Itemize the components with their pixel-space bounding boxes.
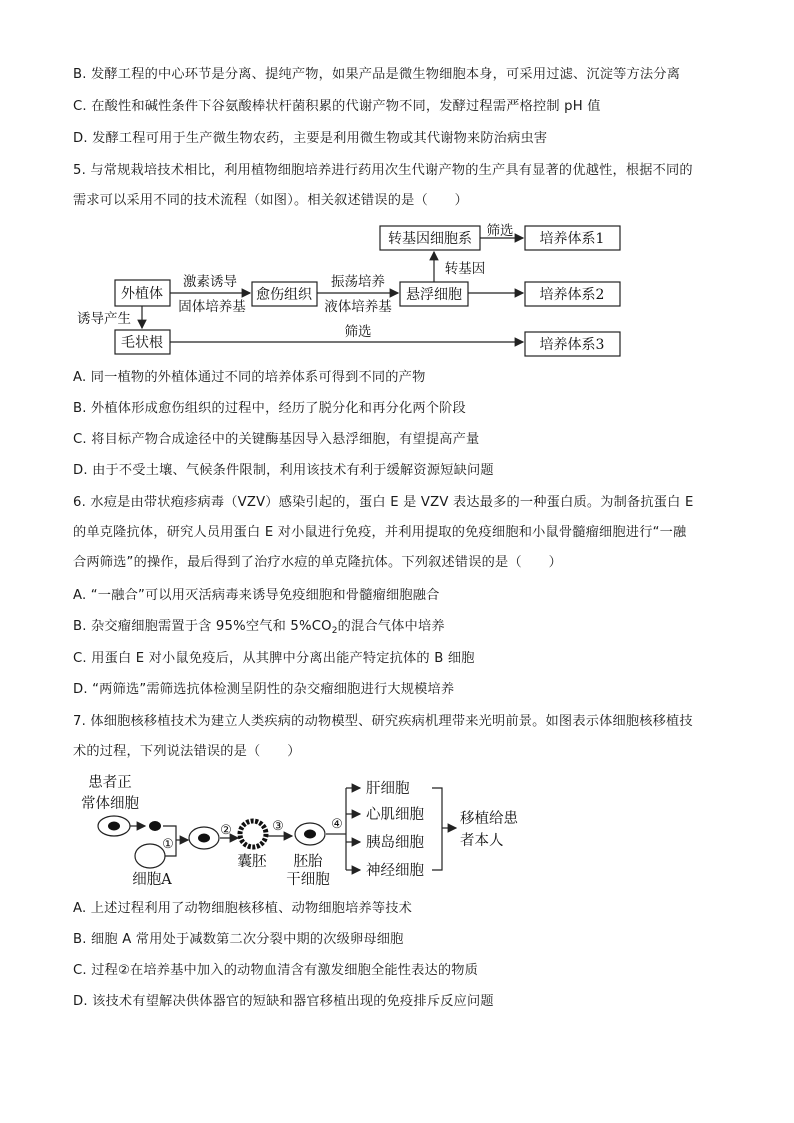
step3-label: ③	[272, 819, 284, 834]
q5-option-c: C. 将目标产物合成途径中的关键酶基因导入悬浮细胞，有望提高产量	[73, 432, 480, 447]
q5-flow-diagram	[60, 220, 640, 360]
patient-label-2: 常体细胞	[81, 796, 139, 812]
system1-label: 培养体系1	[539, 231, 605, 247]
explant-label: 外植体	[121, 286, 163, 302]
step1-label: ①	[162, 837, 174, 852]
callus-label: 愈伤组织	[256, 287, 312, 303]
liver-label: 肝细胞	[366, 781, 410, 797]
co2-subscript: 2	[331, 626, 338, 636]
q7-stem-line2: 术的过程，下列说法错误的是（ ）	[73, 744, 301, 759]
q5-option-d: D. 由于不受土壤、气候条件限制，利用该技术有利于缓解资源短缺问题	[73, 463, 494, 478]
islet-label: 胰岛细胞	[366, 835, 424, 851]
cell-a-label: 细胞A	[132, 872, 172, 888]
hairy-root-label: 毛状根	[121, 335, 163, 351]
q7-option-d: D. 该技术有望解决供体器官的短缺和器官移植出现的免疫排斥反应问题	[73, 994, 494, 1009]
system2-label: 培养体系2	[539, 287, 605, 303]
q6-option-d: D. “两筛选”需筛选抗体检测呈阴性的杂交瘤细胞进行大规模培养	[73, 682, 455, 697]
solid-medium-label: 固体培养基	[178, 299, 246, 315]
q6-option-b-tail: 的混合气体中培养	[337, 619, 445, 634]
q7-nuclear-transfer-diagram	[70, 770, 540, 890]
q7-stem-line1: 7. 体细胞核移植技术为建立人类疾病的动物模型、研究疾病机理带来光明前景。如图表示体细胞核移植技	[73, 714, 693, 729]
suspension-label: 悬浮细胞	[406, 287, 462, 303]
screen3-label: 筛选	[344, 324, 372, 340]
transplant-label-1: 移植给患	[460, 811, 518, 827]
nerve-label: 神经细胞	[366, 863, 424, 879]
stem-cell-label-2: 干细胞	[286, 872, 330, 888]
liquid-medium-label: 液体培养基	[324, 299, 392, 315]
q7-option-a: A. 上述过程利用了动物细胞核移植、动物细胞培养等技术	[73, 901, 413, 916]
q6-option-b	[73, 618, 445, 637]
q6-option-b-text: B. 杂交瘤细胞需置于含 95%空气和 5%CO	[73, 619, 332, 634]
extracted-nucleus	[149, 821, 161, 831]
q5-option-a: A. 同一植物的外植体通过不同的培养体系可得到不同的产物	[73, 370, 426, 385]
shake-label: 振荡培养	[331, 274, 385, 290]
q6-stem-line2: 的单克隆抗体，研究人员用蛋白 E 对小鼠进行免疫，并利用提取的免疫细胞和小鼠骨髓瘤细胞进行“一融	[73, 525, 687, 540]
transplant-label-2: 者本人	[460, 833, 504, 849]
step2-label: ②	[220, 823, 232, 838]
induce-label: 诱导产生	[77, 311, 131, 327]
q4-option-c: C. 在酸性和碱性条件下谷氨酸棒状杆菌积累的代谢产物不同，发酵过程需严格控制 pH 值	[73, 99, 601, 114]
somatic-nucleus	[108, 822, 120, 831]
q4-option-b: B. 发酵工程的中心环节是分离、提纯产物，如果产品是微生物细胞本身，可采用过滤、沉淀等方法分离	[73, 67, 681, 82]
hormone-label: 激素诱导	[183, 274, 237, 290]
q7-option-b: B. 细胞 A 常用处于减数第二次分裂中期的次级卵母细胞	[73, 932, 404, 947]
cell-a	[135, 844, 165, 868]
q4-option-d: D. 发酵工程可用于生产微生物农药，主要是利用微生物或其代谢物来防治病虫害	[73, 131, 548, 146]
blastocyst-icon	[240, 821, 266, 847]
q5-stem-line1: 5. 与常规栽培技术相比，利用植物细胞培养进行药用次生代谢产物的生产具有显著的优越性，根据不同的	[73, 163, 693, 178]
q5-stem-line2: 需求可以采用不同的技术流程（如图）。相关叙述错误的是（ ）	[73, 193, 469, 208]
right-bracket	[432, 788, 442, 870]
blastocyst-label: 囊胚	[237, 854, 267, 870]
q6-option-c: C. 用蛋白 E 对小鼠免疫后，从其脾中分离出能产特定抗体的 B 细胞	[73, 651, 475, 666]
q6-stem-line3: 合两筛选”的操作，最后得到了治疗水痘的单克隆抗体。下列叙述错误的是（ ）	[73, 555, 562, 570]
heart-label: 心肌细胞	[366, 807, 424, 823]
patient-label-1: 患者正	[88, 775, 132, 791]
stem-cell-nucleus	[304, 830, 316, 839]
q5-option-b: B. 外植体形成愈伤组织的过程中，经历了脱分化和再分化两个阶段	[73, 401, 466, 416]
q6-stem-line1: 6. 水痘是由带状疱疹病毒（VZV）感染引起的，蛋白 E 是 VZV 表达最多的一种蛋白质。为制备抗蛋白 E	[73, 495, 694, 510]
step4-label: ④	[331, 817, 343, 832]
screen1-label: 筛选	[486, 223, 514, 239]
stem-cell-label-1: 胚胎	[293, 854, 323, 870]
system3-label: 培养体系3	[539, 337, 605, 353]
transgenic-label: 转基因细胞系	[388, 231, 472, 247]
q6-option-a: A. “一融合”可以用灭活病毒来诱导免疫细胞和骨髓瘤细胞融合	[73, 588, 440, 603]
transgene-label: 转基因	[444, 261, 486, 277]
reconstructed-nucleus	[198, 834, 210, 843]
q7-option-c: C. 过程②在培养基中加入的动物血清含有激发细胞全能性表达的物质	[73, 963, 479, 978]
